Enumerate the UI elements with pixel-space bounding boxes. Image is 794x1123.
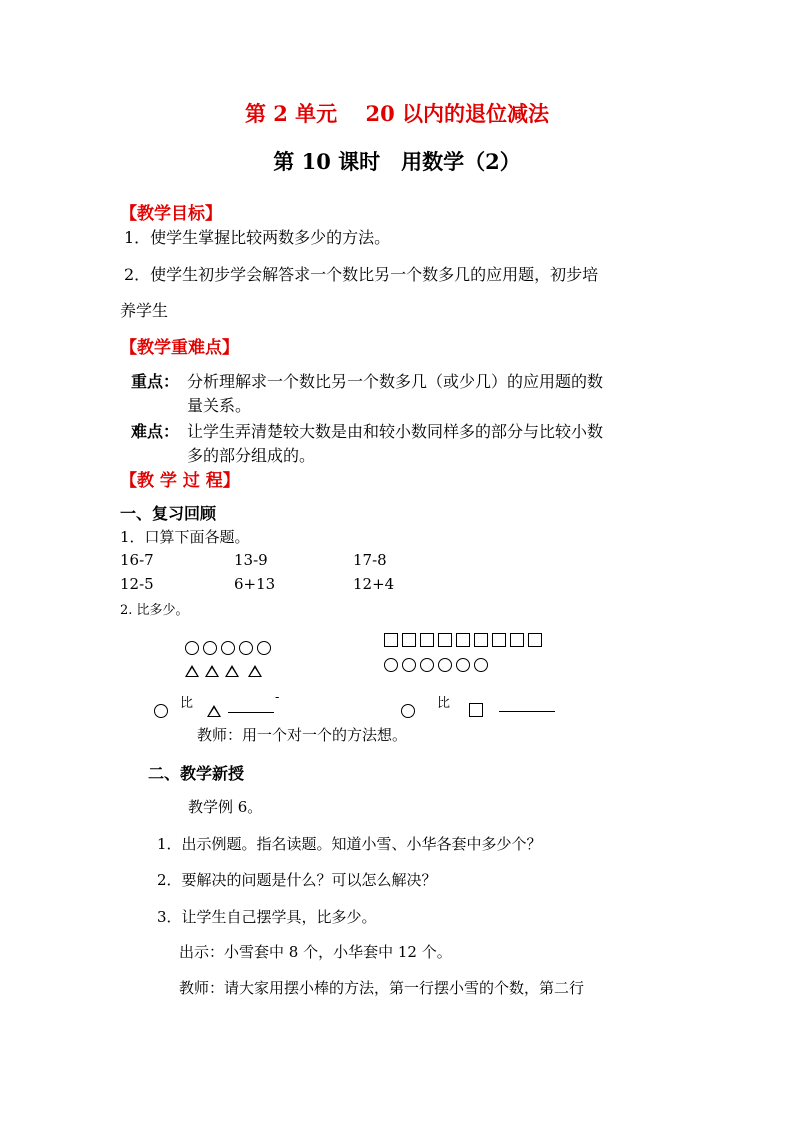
- difficult-text-line-1: 让学生弄清楚较大数是由和较小数同样多的部分与比较小数: [187, 422, 604, 441]
- triangle-icon: [185, 665, 199, 677]
- objective-item-1: 1．使学生掌握比较两数多少的方法。: [124, 228, 391, 247]
- square-icon: [456, 633, 470, 647]
- square-icon: [510, 633, 524, 647]
- review-item-1: 1．口算下面各题。: [120, 528, 250, 546]
- triangle-icon: [225, 665, 239, 677]
- step-2: 2．要解决的问题是什么？可以怎么解决？: [157, 871, 437, 889]
- process-heading: 【教 学 过 程】: [120, 471, 240, 491]
- triangle-icon: [248, 665, 262, 677]
- key-label: 重点：: [131, 372, 180, 391]
- triangle-icon: [207, 705, 221, 717]
- compare-word-left: 比: [180, 696, 194, 711]
- dash-mark: -: [275, 690, 280, 705]
- circle-icon: [221, 641, 235, 655]
- circle-icon: [154, 704, 168, 718]
- objective-item-2-line-2: 养学生: [120, 301, 169, 320]
- exercise-cell: 16-7: [120, 551, 154, 569]
- step-3: 3．让学生自己摆学具，比多少。: [157, 908, 377, 926]
- teacher-instruction: 教师：请大家用摆小棒的方法，第一行摆小雪的个数，第二行: [179, 979, 585, 997]
- objectives-heading: 【教学目标】: [120, 204, 222, 224]
- objective-item-2-line-1: 2．使学生初步学会解答求一个数比另一个数多几的应用题，初步培: [124, 265, 599, 284]
- square-icon: [469, 703, 483, 717]
- difficult-label: 难点：: [131, 422, 180, 441]
- circle-icon: [384, 658, 398, 672]
- example-label: 教学例 6。: [188, 798, 263, 816]
- square-icon: [492, 633, 506, 647]
- review-item-2: 2. 比多少。: [120, 603, 189, 618]
- show-statement: 出示：小雪套中 8 个，小华套中 12 个。: [179, 943, 452, 961]
- square-icon: [402, 633, 416, 647]
- square-icon: [420, 633, 434, 647]
- square-icon: [474, 633, 488, 647]
- exercise-cell: 12-5: [120, 575, 154, 593]
- square-icon: [384, 633, 398, 647]
- circle-icon: [401, 704, 415, 718]
- exercise-cell: 13-9: [234, 551, 268, 569]
- answer-blank-right: [499, 711, 555, 712]
- circle-icon: [420, 658, 434, 672]
- exercise-cell: 6+13: [234, 575, 276, 593]
- circle-icon: [257, 641, 271, 655]
- circle-icon: [402, 658, 416, 672]
- compare-word-right: 比: [437, 696, 451, 711]
- square-icon: [528, 633, 542, 647]
- circle-icon: [456, 658, 470, 672]
- review-heading: 一、复习回顾: [120, 504, 217, 523]
- circle-icon: [438, 658, 452, 672]
- circle-icon: [203, 641, 217, 655]
- unit-title: 第 2 单元 20 以内的退位减法: [244, 101, 550, 126]
- exercise-cell: 12+4: [353, 575, 395, 593]
- circle-icon: [185, 641, 199, 655]
- key-text-line-1: 分析理解求一个数比另一个数多几（或少几）的应用题的数: [187, 372, 604, 391]
- lesson-title: 第 10 课时 用数学（2）: [273, 149, 521, 174]
- square-icon: [438, 633, 452, 647]
- new-teaching-heading: 二、教学新授: [148, 764, 245, 783]
- triangle-icon: [205, 665, 219, 677]
- difficult-text-line-2: 多的部分组成的。: [187, 446, 316, 465]
- circle-icon: [474, 658, 488, 672]
- key-text-line-2: 量关系。: [187, 396, 252, 415]
- answer-blank-left: [228, 712, 274, 713]
- key-points-heading: 【教学重难点】: [120, 338, 239, 358]
- circle-icon: [239, 641, 253, 655]
- teacher-note: 教师：用一个对一个的方法想。: [197, 726, 408, 744]
- exercise-cell: 17-8: [353, 551, 387, 569]
- step-1: 1．出示例题。指名读题。知道小雪、小华各套中多少个？: [157, 835, 542, 853]
